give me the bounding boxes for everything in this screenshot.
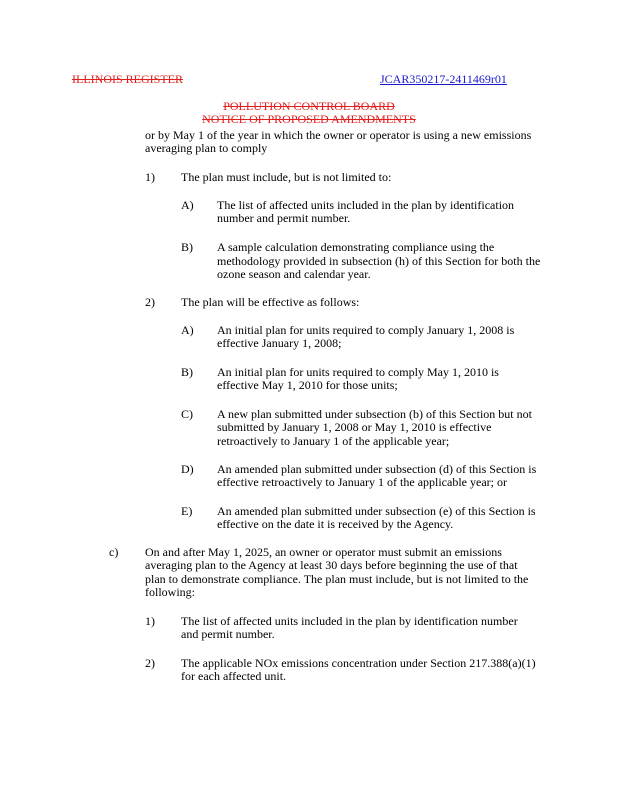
- subitem-line: retroactively to January 1 of the applicable year;: [217, 434, 450, 448]
- register-header: ILLINOIS REGISTER: [72, 72, 183, 86]
- section-line: following:: [145, 585, 195, 599]
- subitem-line: The list of affected units included in the plan by identification: [217, 198, 515, 212]
- item-number: 2): [145, 295, 155, 309]
- subitem-line: effective on the date it is received by the Agency.: [217, 517, 454, 531]
- subitem-label: C): [181, 407, 193, 421]
- item-number: 1): [145, 614, 155, 628]
- subitem-label: D): [181, 462, 194, 476]
- subitem-line: An amended plan submitted under subsection (e) of this Section is: [217, 504, 536, 518]
- section-line: plan to demonstrate compliance. The plan must include, but is not limited to the: [145, 572, 529, 586]
- subitem-line: An initial plan for units required to comply January 1, 2008 is: [217, 323, 515, 337]
- subitem-line: A sample calculation demonstrating compliance using the: [217, 240, 495, 254]
- subitem-label: B): [181, 365, 193, 379]
- item-line: for each affected unit.: [181, 669, 287, 683]
- item-text: The plan will be effective as follows:: [181, 295, 360, 309]
- item-number: 1): [145, 170, 155, 184]
- item-line: The list of affected units included in the plan by identification number: [181, 614, 518, 628]
- jcar-code: JCAR350217-2411469r01: [380, 72, 507, 86]
- subitem-line: ozone season and calendar year.: [217, 267, 371, 281]
- subitem-line: effective January 1, 2008;: [217, 336, 342, 350]
- section-line: averaging plan to the Agency at least 30 days before beginning the use of that: [145, 558, 518, 572]
- subitem-line: methodology provided in subsection (h) of this Section for both the: [217, 254, 541, 268]
- item-number: 2): [145, 656, 155, 670]
- subitem-line: effective May 1, 2010 for those units;: [217, 378, 398, 392]
- section-label: c): [109, 545, 119, 559]
- subitem-line: A new plan submitted under subsection (b) of this Section but not: [217, 407, 532, 421]
- section-line: On and after May 1, 2025, an owner or operator must submit an emissions: [145, 545, 502, 559]
- subitem-line: number and permit number.: [217, 211, 351, 225]
- intro-line: or by May 1 of the year in which the owner or operator is using a new emissions: [145, 128, 532, 142]
- board-title: POLLUTION CONTROL BOARD: [223, 99, 395, 113]
- subitem-line: An amended plan submitted under subsection (d) of this Section is: [217, 462, 537, 476]
- item-line: The applicable NOx emissions concentration under Section 217.388(a)(1): [181, 656, 536, 670]
- subitem-line: effective retroactively to January 1 of the applicable year; or: [217, 475, 507, 489]
- subitem-line: An initial plan for units required to comply May 1, 2010 is: [217, 365, 499, 379]
- subitem-label: A): [181, 198, 194, 212]
- intro-line: averaging plan to comply: [145, 141, 268, 155]
- subitem-label: B): [181, 240, 193, 254]
- item-text: The plan must include, but is not limited to:: [181, 170, 392, 184]
- subitem-label: E): [181, 504, 193, 518]
- item-line: and permit number.: [181, 627, 275, 641]
- subitem-label: A): [181, 323, 194, 337]
- subitem-line: submitted by January 1, 2008 or May 1, 2010 is effective: [217, 420, 492, 434]
- notice-title: NOTICE OF PROPOSED AMENDMENTS: [202, 112, 416, 126]
